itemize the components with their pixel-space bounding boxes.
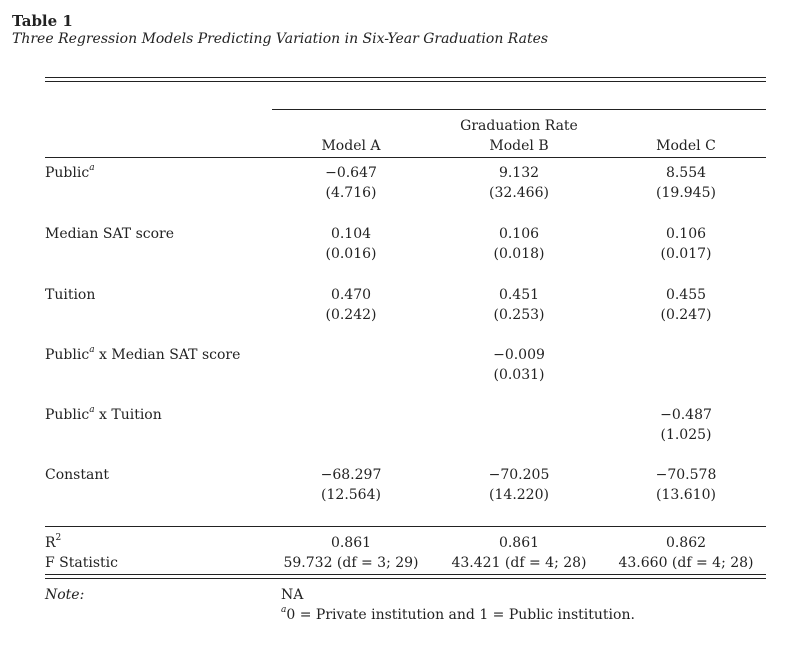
coef-public-model-c: 8.554 — [665, 165, 707, 181]
coef-tuition-model-a: 0.470 — [330, 287, 372, 303]
se-tuition-model-b: (0.253) — [493, 307, 545, 323]
model-c-header: Model C — [656, 138, 716, 154]
coef-constant-model-c: −70.578 — [655, 467, 717, 483]
row-label-median-sat: Median SAT score — [45, 226, 175, 242]
note-line-2: $^a$0 = Private institution and 1 = Public institution. — [281, 605, 635, 623]
coef-public-model-a: −0.647 — [325, 165, 377, 181]
se-public-model-b: (32.466) — [489, 185, 549, 201]
coef-public-x-sat-model-b: −0.009 — [493, 347, 545, 363]
table-caption — [12, 12, 548, 48]
model-a-header: Model A — [321, 138, 381, 154]
header-rule — [45, 157, 766, 158]
coef-sat-model-b: 0.106 — [498, 226, 540, 242]
row-label-public-x-tuition: Public$^a$ x Tuition — [45, 405, 162, 423]
top-rule-2 — [45, 81, 766, 82]
bottom-rule-2 — [45, 578, 766, 579]
se-sat-model-b: (0.018) — [493, 246, 545, 262]
se-public-model-a: (4.716) — [325, 185, 377, 201]
se-constant-model-a: (12.564) — [321, 487, 381, 503]
f-statistic-model-a: 59.732 (df = 3; 29) — [283, 555, 419, 571]
coef-sat-model-a: 0.104 — [330, 226, 372, 242]
r-squared-model-c: 0.862 — [665, 535, 707, 551]
table-label: Table 1 — [12, 12, 73, 30]
coef-constant-model-a: −68.297 — [320, 467, 382, 483]
f-statistic-model-c: 43.660 (df = 4; 28) — [618, 555, 754, 571]
row-label-public: Public$^a$ — [45, 163, 95, 181]
dependent-variable-label: Graduation Rate — [460, 118, 578, 134]
se-public-x-sat-model-b: (0.031) — [493, 367, 545, 383]
coef-tuition-model-c: 0.455 — [665, 287, 707, 303]
top-rule-1 — [45, 77, 766, 78]
se-constant-model-b: (14.220) — [489, 487, 549, 503]
se-tuition-model-c: (0.247) — [660, 307, 712, 323]
se-public-model-c: (19.945) — [656, 185, 716, 201]
bottom-rule-1 — [45, 574, 766, 575]
coef-constant-model-b: −70.205 — [488, 467, 550, 483]
note-line-1: NA — [281, 587, 304, 603]
model-b-header: Model B — [489, 138, 549, 154]
se-sat-model-a: (0.016) — [325, 246, 377, 262]
f-statistic-model-b: 43.421 (df = 4; 28) — [451, 555, 587, 571]
stats-rule — [45, 526, 766, 527]
se-public-x-tuition-model-c: (1.025) — [660, 427, 712, 443]
note-label: Note: — [45, 587, 85, 603]
coef-public-model-b: 9.132 — [498, 165, 540, 181]
row-label-tuition: Tuition — [45, 287, 96, 303]
coef-public-x-tuition-model-c: −0.487 — [660, 407, 712, 423]
r-squared-model-b: 0.861 — [498, 535, 540, 551]
row-label-constant: Constant — [45, 467, 109, 483]
coef-sat-model-c: 0.106 — [665, 226, 707, 242]
se-tuition-model-a: (0.242) — [325, 307, 377, 323]
r-squared-model-a: 0.861 — [330, 535, 372, 551]
dependent-variable-rule — [272, 109, 766, 110]
se-constant-model-c: (13.610) — [656, 487, 716, 503]
coef-tuition-model-b: 0.451 — [498, 287, 540, 303]
row-label-f-statistic: F Statistic — [45, 555, 118, 571]
table-title: Three Regression Models Predicting Variation in Six-Year Graduation Rates — [12, 31, 549, 47]
row-label-r-squared: $R^2$ — [45, 533, 62, 551]
se-sat-model-c: (0.017) — [660, 246, 712, 262]
row-label-public-x-sat: Public$^a$ x Median SAT score — [45, 345, 241, 363]
